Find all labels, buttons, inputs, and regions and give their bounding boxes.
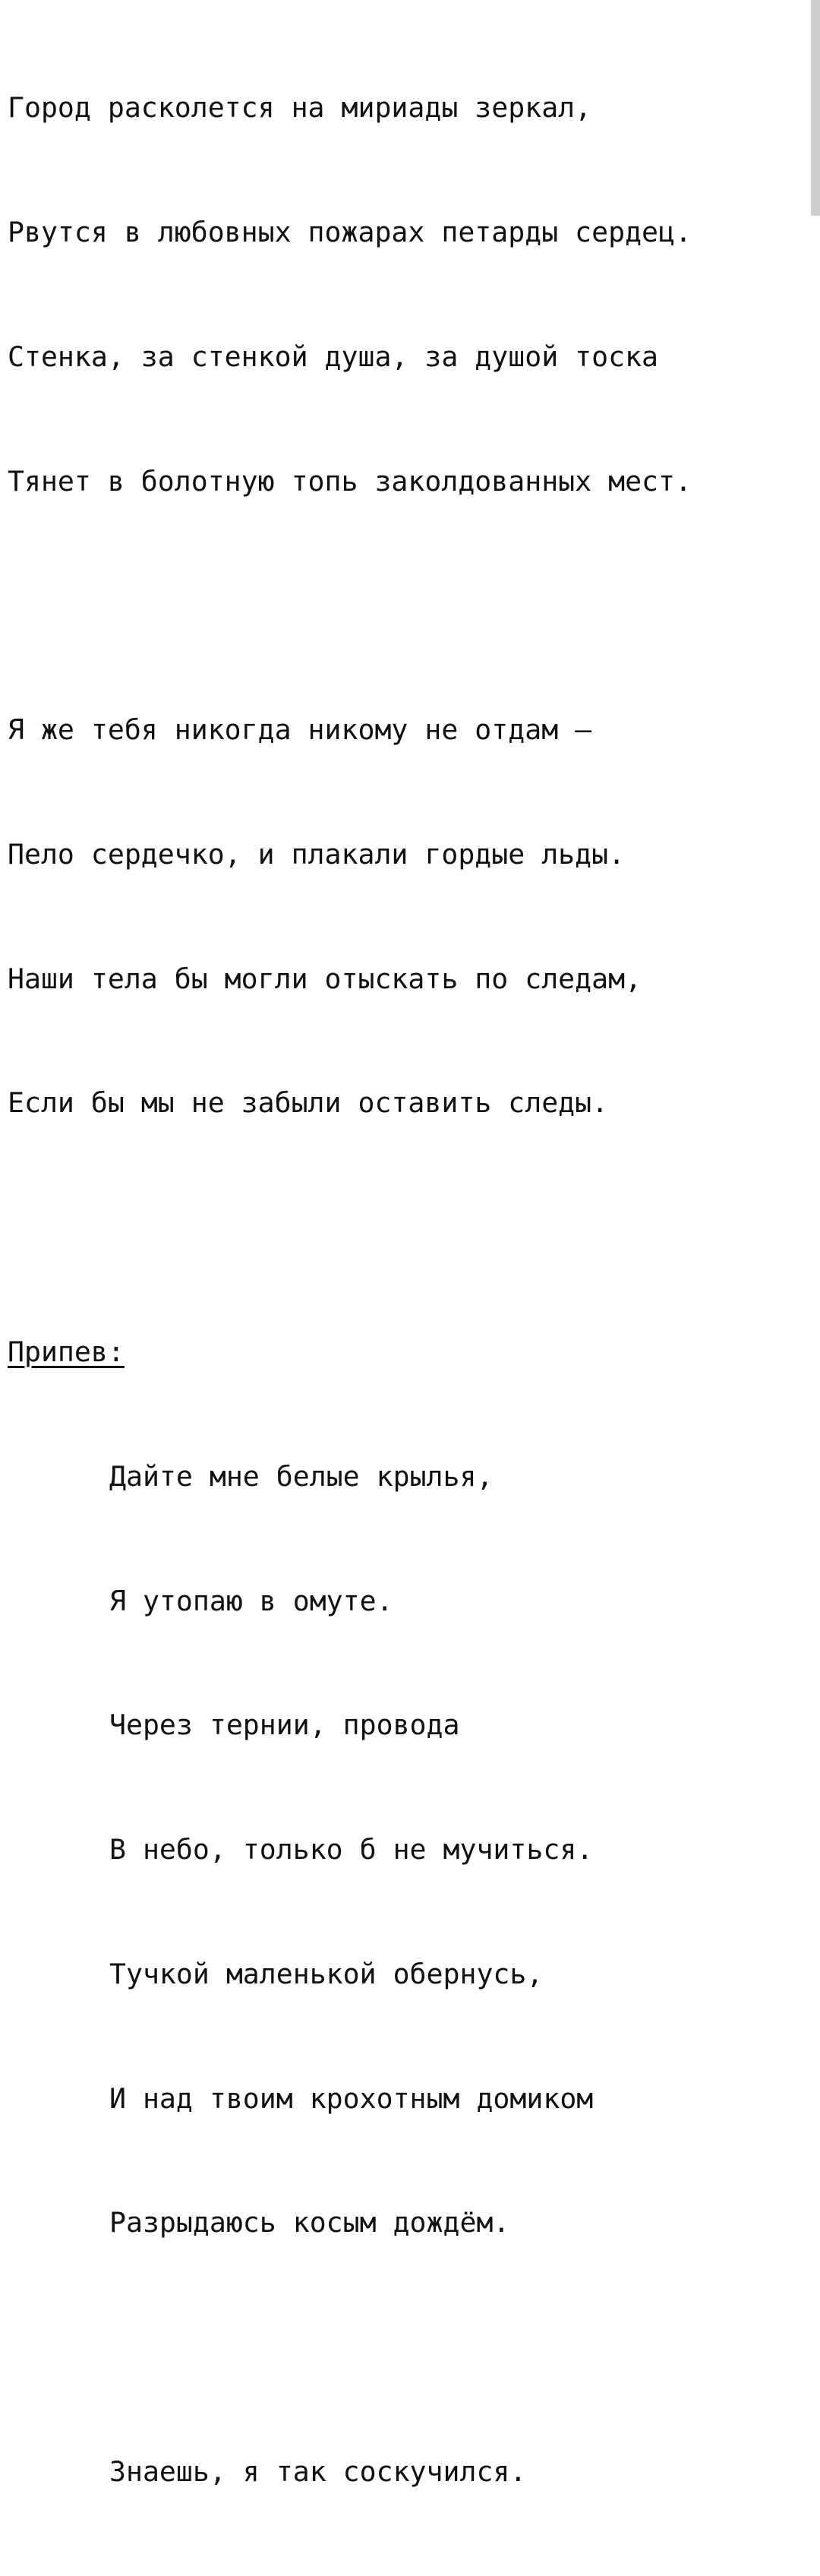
lyrics-text [8, 5, 692, 2576]
chorus-line: Разрыдаюсь косым дождём. [109, 2206, 510, 2239]
verse1-line: Стенка, за стенкой душа, за душой тоска [8, 340, 659, 373]
vertical-scrollbar-thumb[interactable] [811, 0, 820, 216]
chorus-heading: Припев: [8, 1335, 125, 1368]
stanza-gap [8, 1207, 692, 1249]
verse1-line: Город расколется на мириады зеркал, [8, 91, 592, 125]
verse1-line: Тянет в болотную топь заколдованных мест. [8, 464, 692, 498]
verse2-line: Я же тебя никогда никому не отдам – [8, 713, 592, 747]
stanza-gap [8, 585, 692, 627]
verse2-line: Если бы мы не забыли оставить следы. [8, 1086, 609, 1120]
chorus-line: Дайте мне белые крылья, [109, 1459, 494, 1493]
chorus-line: В небо, только б не мучиться. [109, 1833, 594, 1866]
chorus-line: Я утопаю в омуте. [109, 1584, 393, 1617]
chorus-line: Через тернии, провода [109, 1708, 460, 1742]
stanza-gap [8, 2327, 692, 2369]
chorus-line: И над твоим крохотным домиком [109, 2081, 594, 2115]
verse2-line: Наши тела бы могли отыскать по следам, [8, 962, 642, 995]
verse2-line: Пело сердечко, и плакали гордые льды. [8, 837, 626, 871]
chorus-line: Тучкой маленькой обернусь, [109, 1957, 544, 1990]
verse1-line: Рвутся в любовных пожарах петарды сердец. [8, 215, 692, 248]
chorus-coda-line: Знаешь, я так соскучился. [109, 2455, 527, 2489]
